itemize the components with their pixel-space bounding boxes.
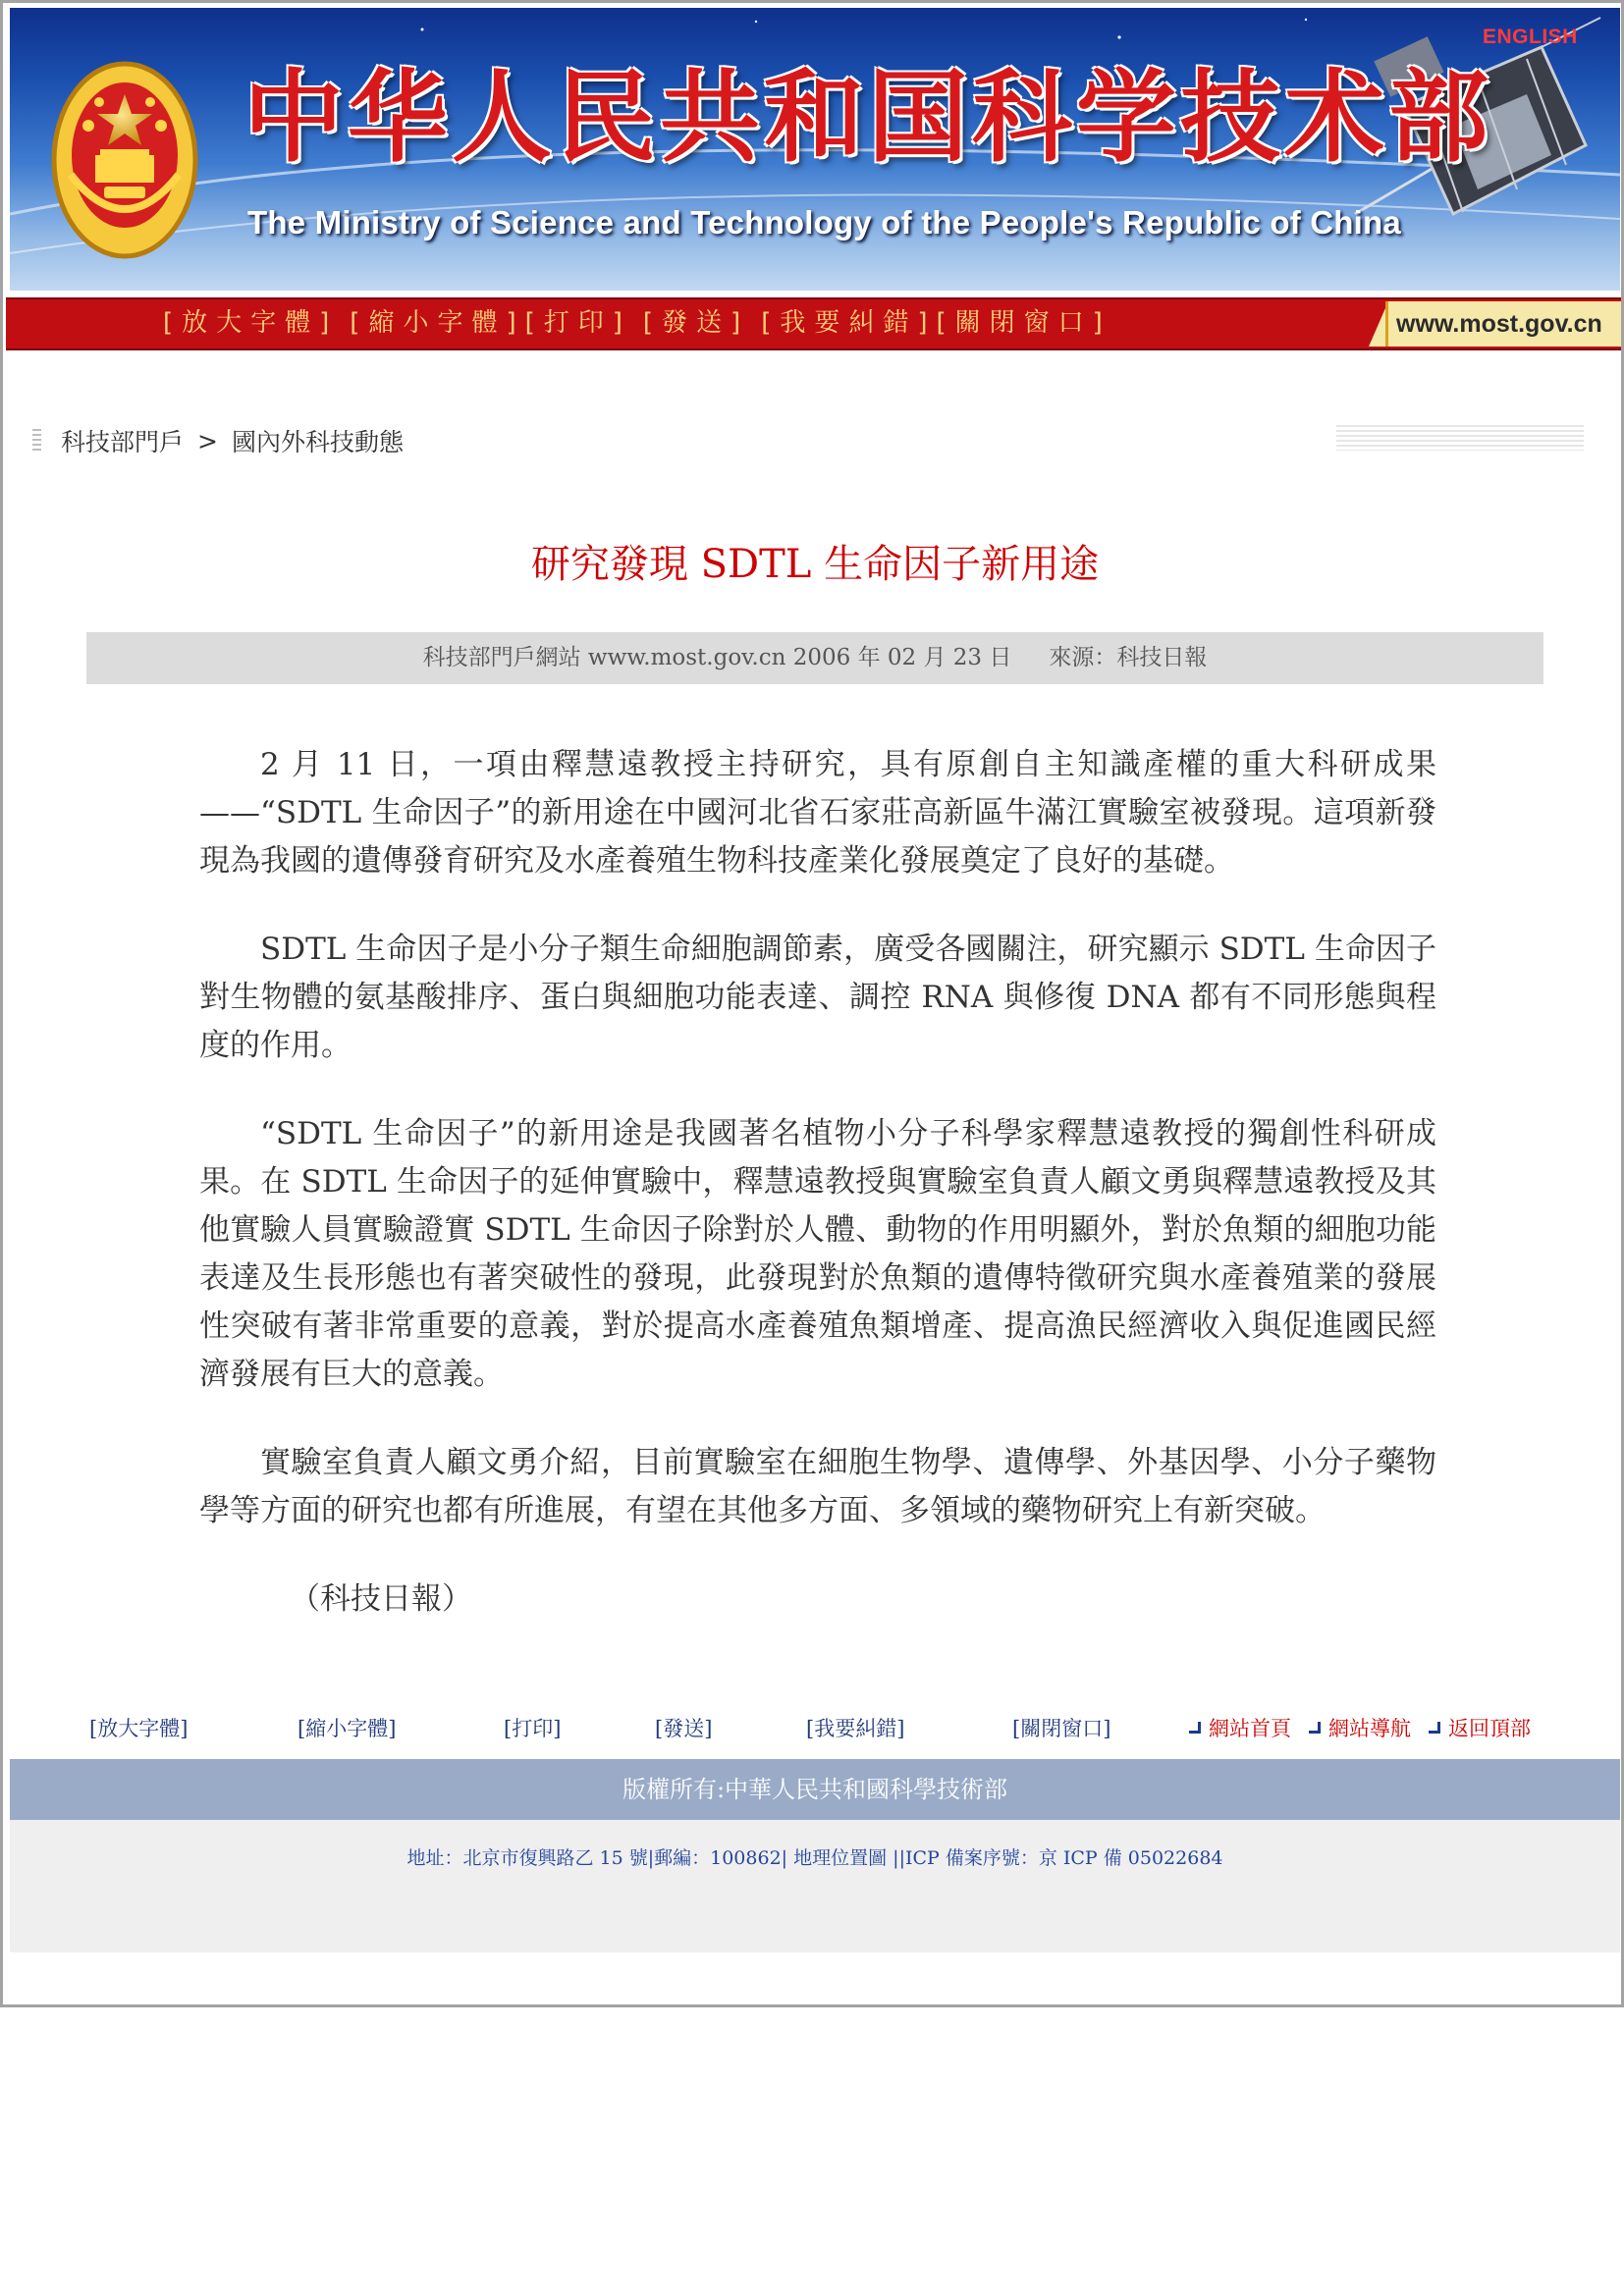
site-title-chinese: 中华人民共和国科学技术部 xyxy=(244,60,1492,177)
close-window-button[interactable]: [關閉窗口] xyxy=(936,308,1111,338)
arrow-down-right-icon xyxy=(1309,1722,1321,1734)
bottom-report-error-link[interactable]: [我要糾錯] xyxy=(806,1717,905,1740)
site-title-english: The Ministry of Science and Technology of the People's Republic of China xyxy=(247,204,1401,240)
article-paragraph: “SDTL 生命因子”的新用途是我國著名植物小分子科學家釋慧遠教授的獨創性科研成果。在 SDTL 生命因子的延伸實驗中，釋慧遠教授與實驗室負責人顧文勇與釋慧遠教授及其他實驗人員實驗證實 SDTL 生命因子除對於人體、動物的作用明顯外，對於魚類的細胞功能表達及生長形態也有著突破性的發現，此發現對於魚類的遺傳特徵研究與水產養殖業的發展性突破有著非常重要的意義，對於提高水產養殖魚類增產、提高漁民經濟收入與促進國民經濟發展有巨大的意義。 xyxy=(199,1116,1436,1392)
footer-address-line: 地址：北京市復興路乙 15 號|郵編：100862| 地理位置圖 ||ICP 備案序號：京 ICP 備 05022684 xyxy=(406,1847,1223,1869)
breadcrumb xyxy=(32,423,404,458)
bottom-toolbar xyxy=(89,1713,1543,1742)
breadcrumb-decoration xyxy=(1336,425,1584,451)
toolbar-links xyxy=(163,307,1111,339)
article-source: 來源：科技日報 xyxy=(1049,645,1208,670)
map-link[interactable]: 地理位置圖 xyxy=(793,1847,888,1869)
page-toolbar xyxy=(6,297,1624,350)
site-url-link[interactable]: www.most.gov.cn xyxy=(1385,301,1624,347)
national-emblem-icon xyxy=(54,64,195,256)
breadcrumb-home-link[interactable]: 科技部門戶 xyxy=(61,428,185,456)
back-to-top-link[interactable]: 返回頂部 xyxy=(1448,1717,1531,1740)
article-title: 研究發現 SDTL 生命因子新用途 xyxy=(530,542,1100,587)
copyright-bar: 版權所有:中華人民共和國科學技術部 xyxy=(10,1759,1620,1820)
breadcrumb-marker-icon xyxy=(32,429,41,453)
breadcrumb-section-link[interactable]: 國內外科技動態 xyxy=(231,428,404,456)
article-paragraph: 2 月 11 日，一項由釋慧遠教授主持研究，具有原創自主知識產權的重大科研成果——“SDTL 生命因子”的新用途在中國河北省石家莊高新區牛滿江實驗室被發現。這項新發現為我國的遺傳發育研究及水產養殖生物科技產業化發展奠定了良好的基礎。 xyxy=(199,747,1436,879)
article-meta-bar xyxy=(86,632,1543,684)
arrow-down-right-icon xyxy=(1189,1722,1201,1734)
bottom-send-link[interactable]: [發送] xyxy=(655,1717,713,1740)
bottom-close-window-link[interactable]: [關閉窗口] xyxy=(1012,1717,1111,1740)
site-nav-link[interactable]: 網站導航 xyxy=(1328,1717,1411,1740)
bottom-enlarge-font-link[interactable]: [放大字體] xyxy=(89,1717,189,1740)
article-publish-info: 科技部門戶網站 www.most.gov.cn 2006 年 02 月 23 日 xyxy=(422,645,1012,670)
article-paragraph: 實驗室負責人顧文勇介紹，目前實驗室在細胞生物學、遺傳學、外基因學、小分子藥物學等方面的研究也都有所進展，有望在其他多方面、多領域的藥物研究上有新突破。 xyxy=(199,1445,1436,1528)
article-source-line: （科技日報） xyxy=(290,1581,472,1617)
article-paragraph: SDTL 生命因子是小分子類生命細胞調節素，廣受各國關注，研究顯示 SDTL 生命因子對生物體的氨基酸排序、蛋白與細胞功能表達、調控 RNA 與修復 DNA 都有不同形態與程度的作用。 xyxy=(199,932,1436,1063)
site-home-link[interactable]: 網站首頁 xyxy=(1209,1717,1291,1740)
article-body xyxy=(199,741,1436,1664)
english-version-link[interactable]: ENGLISH xyxy=(1483,26,1578,48)
footer-icp: ICP 備案序號：京 ICP 備 05022684 xyxy=(904,1847,1223,1869)
arrow-down-right-icon xyxy=(1429,1722,1440,1734)
footer-address: 地址：北京市復興路乙 15 號|郵編：100862 xyxy=(406,1847,782,1869)
bottom-print-link[interactable]: [打印] xyxy=(504,1717,562,1740)
enlarge-font-button[interactable]: [放大字體] xyxy=(163,308,339,338)
footer xyxy=(10,1820,1620,1952)
top-link-item[interactable] xyxy=(1429,1713,1531,1742)
site-banner xyxy=(10,8,1620,291)
send-button[interactable]: [發送] xyxy=(642,308,750,338)
breadcrumb-separator: > xyxy=(197,426,218,455)
home-link-item[interactable] xyxy=(1189,1713,1291,1742)
print-button[interactable]: [打印] xyxy=(524,308,631,338)
nav-link-item[interactable] xyxy=(1309,1713,1411,1742)
report-error-button[interactable]: [我要糾錯] xyxy=(761,308,937,338)
bottom-shrink-font-link[interactable]: [縮小字體] xyxy=(298,1717,397,1740)
shrink-font-button[interactable]: [縮小字體] xyxy=(350,308,525,338)
